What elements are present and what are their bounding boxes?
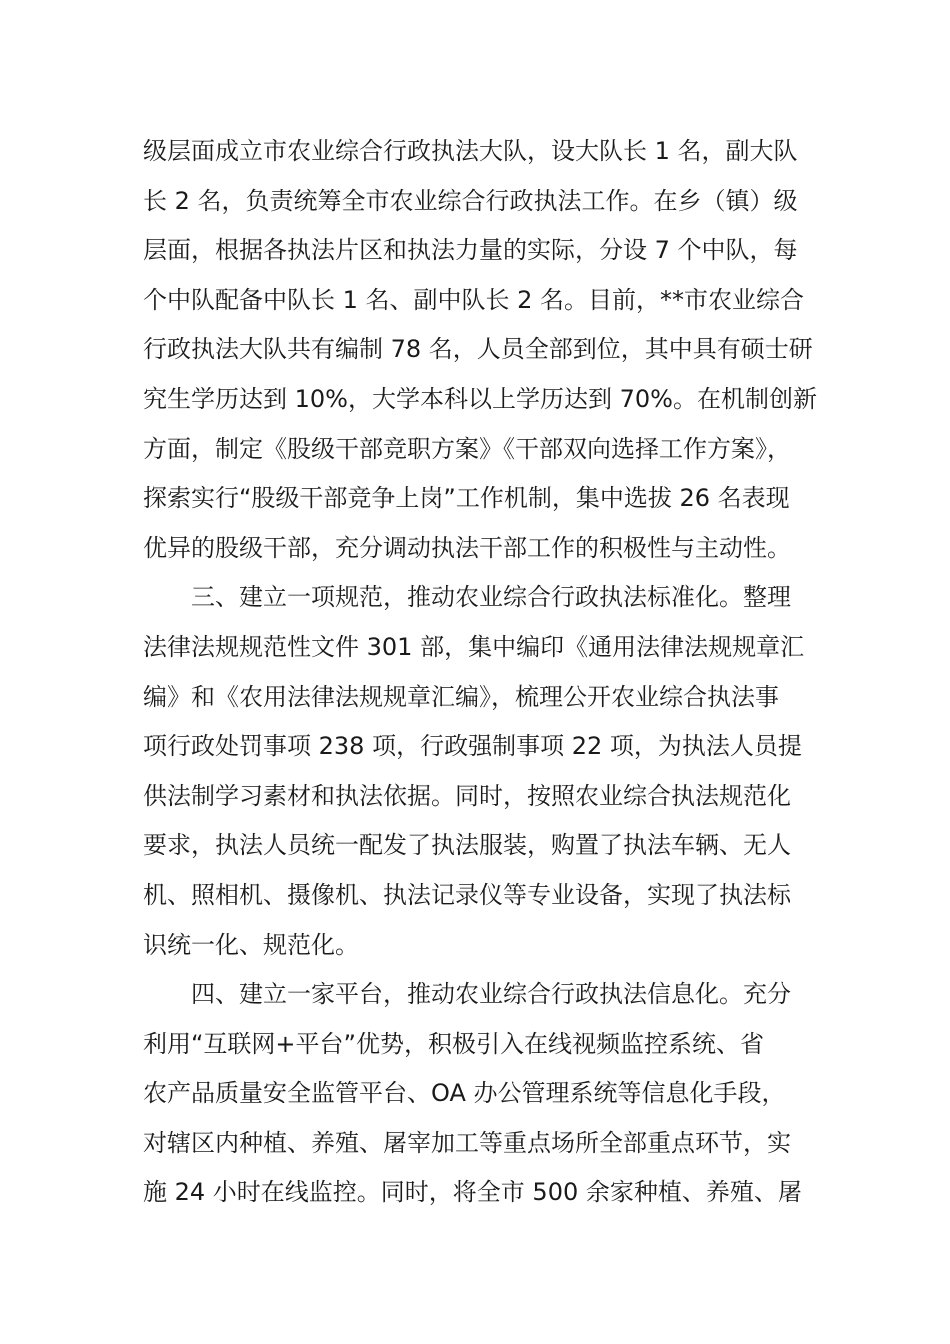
text-line: 级层面成立市农业综合行政执法大队，设大队长 1 名，副大队 xyxy=(143,137,798,165)
text-line: 机、照相机、摄像机、执法记录仪等专业设备，实现了执法标 xyxy=(143,880,791,909)
text-line: 方面，制定《股级干部竞职方案》《干部双向选择工作方案》， xyxy=(143,434,791,463)
text-line: 个中队配备中队长 1 名、副中队长 2 名。目前，**市农业综合 xyxy=(143,285,805,314)
text-line: 优异的股级干部，充分调动执法干部工作的积极性与主动性。 xyxy=(143,533,791,562)
text-line: 探索实行“股级干部竞争上岗”工作机制，集中选拔 26 名表现 xyxy=(143,484,790,513)
text-line: 要求，执法人员统一配发了执法服装，购置了执法车辆、无人 xyxy=(143,831,791,860)
text-line: 施 24 小时在线监控。同时，将全市 500 余家种植、养殖、屠 xyxy=(143,1178,802,1207)
text-line: 长 2 名，负责统筹全市农业综合行政执法工作。在乡（镇）级 xyxy=(143,186,798,215)
text-line: 对辖区内种植、养殖、屠宰加工等重点场所全部重点环节，实 xyxy=(143,1128,791,1157)
text-line: 农产品质量安全监管平台、OA 办公管理系统等信息化手段， xyxy=(143,1079,786,1108)
text-line: 项行政处罚事项 238 项，行政强制事项 22 项，为执法人员提 xyxy=(143,732,802,761)
text-line: 供法制学习素材和执法依据。同时，按照农业综合执法规范化 xyxy=(143,781,791,810)
text-line: 究生学历达到 10%，大学本科以上学历达到 70%。在机制创新 xyxy=(143,384,817,413)
section-heading-line: 四、建立一家平台，推动农业综合行政执法信息化。充分 xyxy=(191,980,791,1009)
body-text xyxy=(143,127,823,1218)
section-heading-line: 三、建立一项规范，推动农业综合行政执法标准化。整理 xyxy=(191,583,791,612)
text-line: 层面，根据各执法片区和执法力量的实际，分设 7 个中队，每 xyxy=(143,236,798,265)
text-line: 法律法规规范性文件 301 部，集中编印《通用法律法规规章汇 xyxy=(143,632,805,661)
text-line: 行政执法大队共有编制 78 名，人员全部到位，其中具有硕士研 xyxy=(143,335,813,364)
text-line: 利用“互联网+平台”优势，积极引入在线视频监控系统、省 xyxy=(143,1029,764,1058)
text-line: 识统一化、规范化。 xyxy=(143,930,359,959)
text-line: 编》和《农用法律法规规章汇编》，梳理公开农业综合执法事 xyxy=(143,682,779,711)
